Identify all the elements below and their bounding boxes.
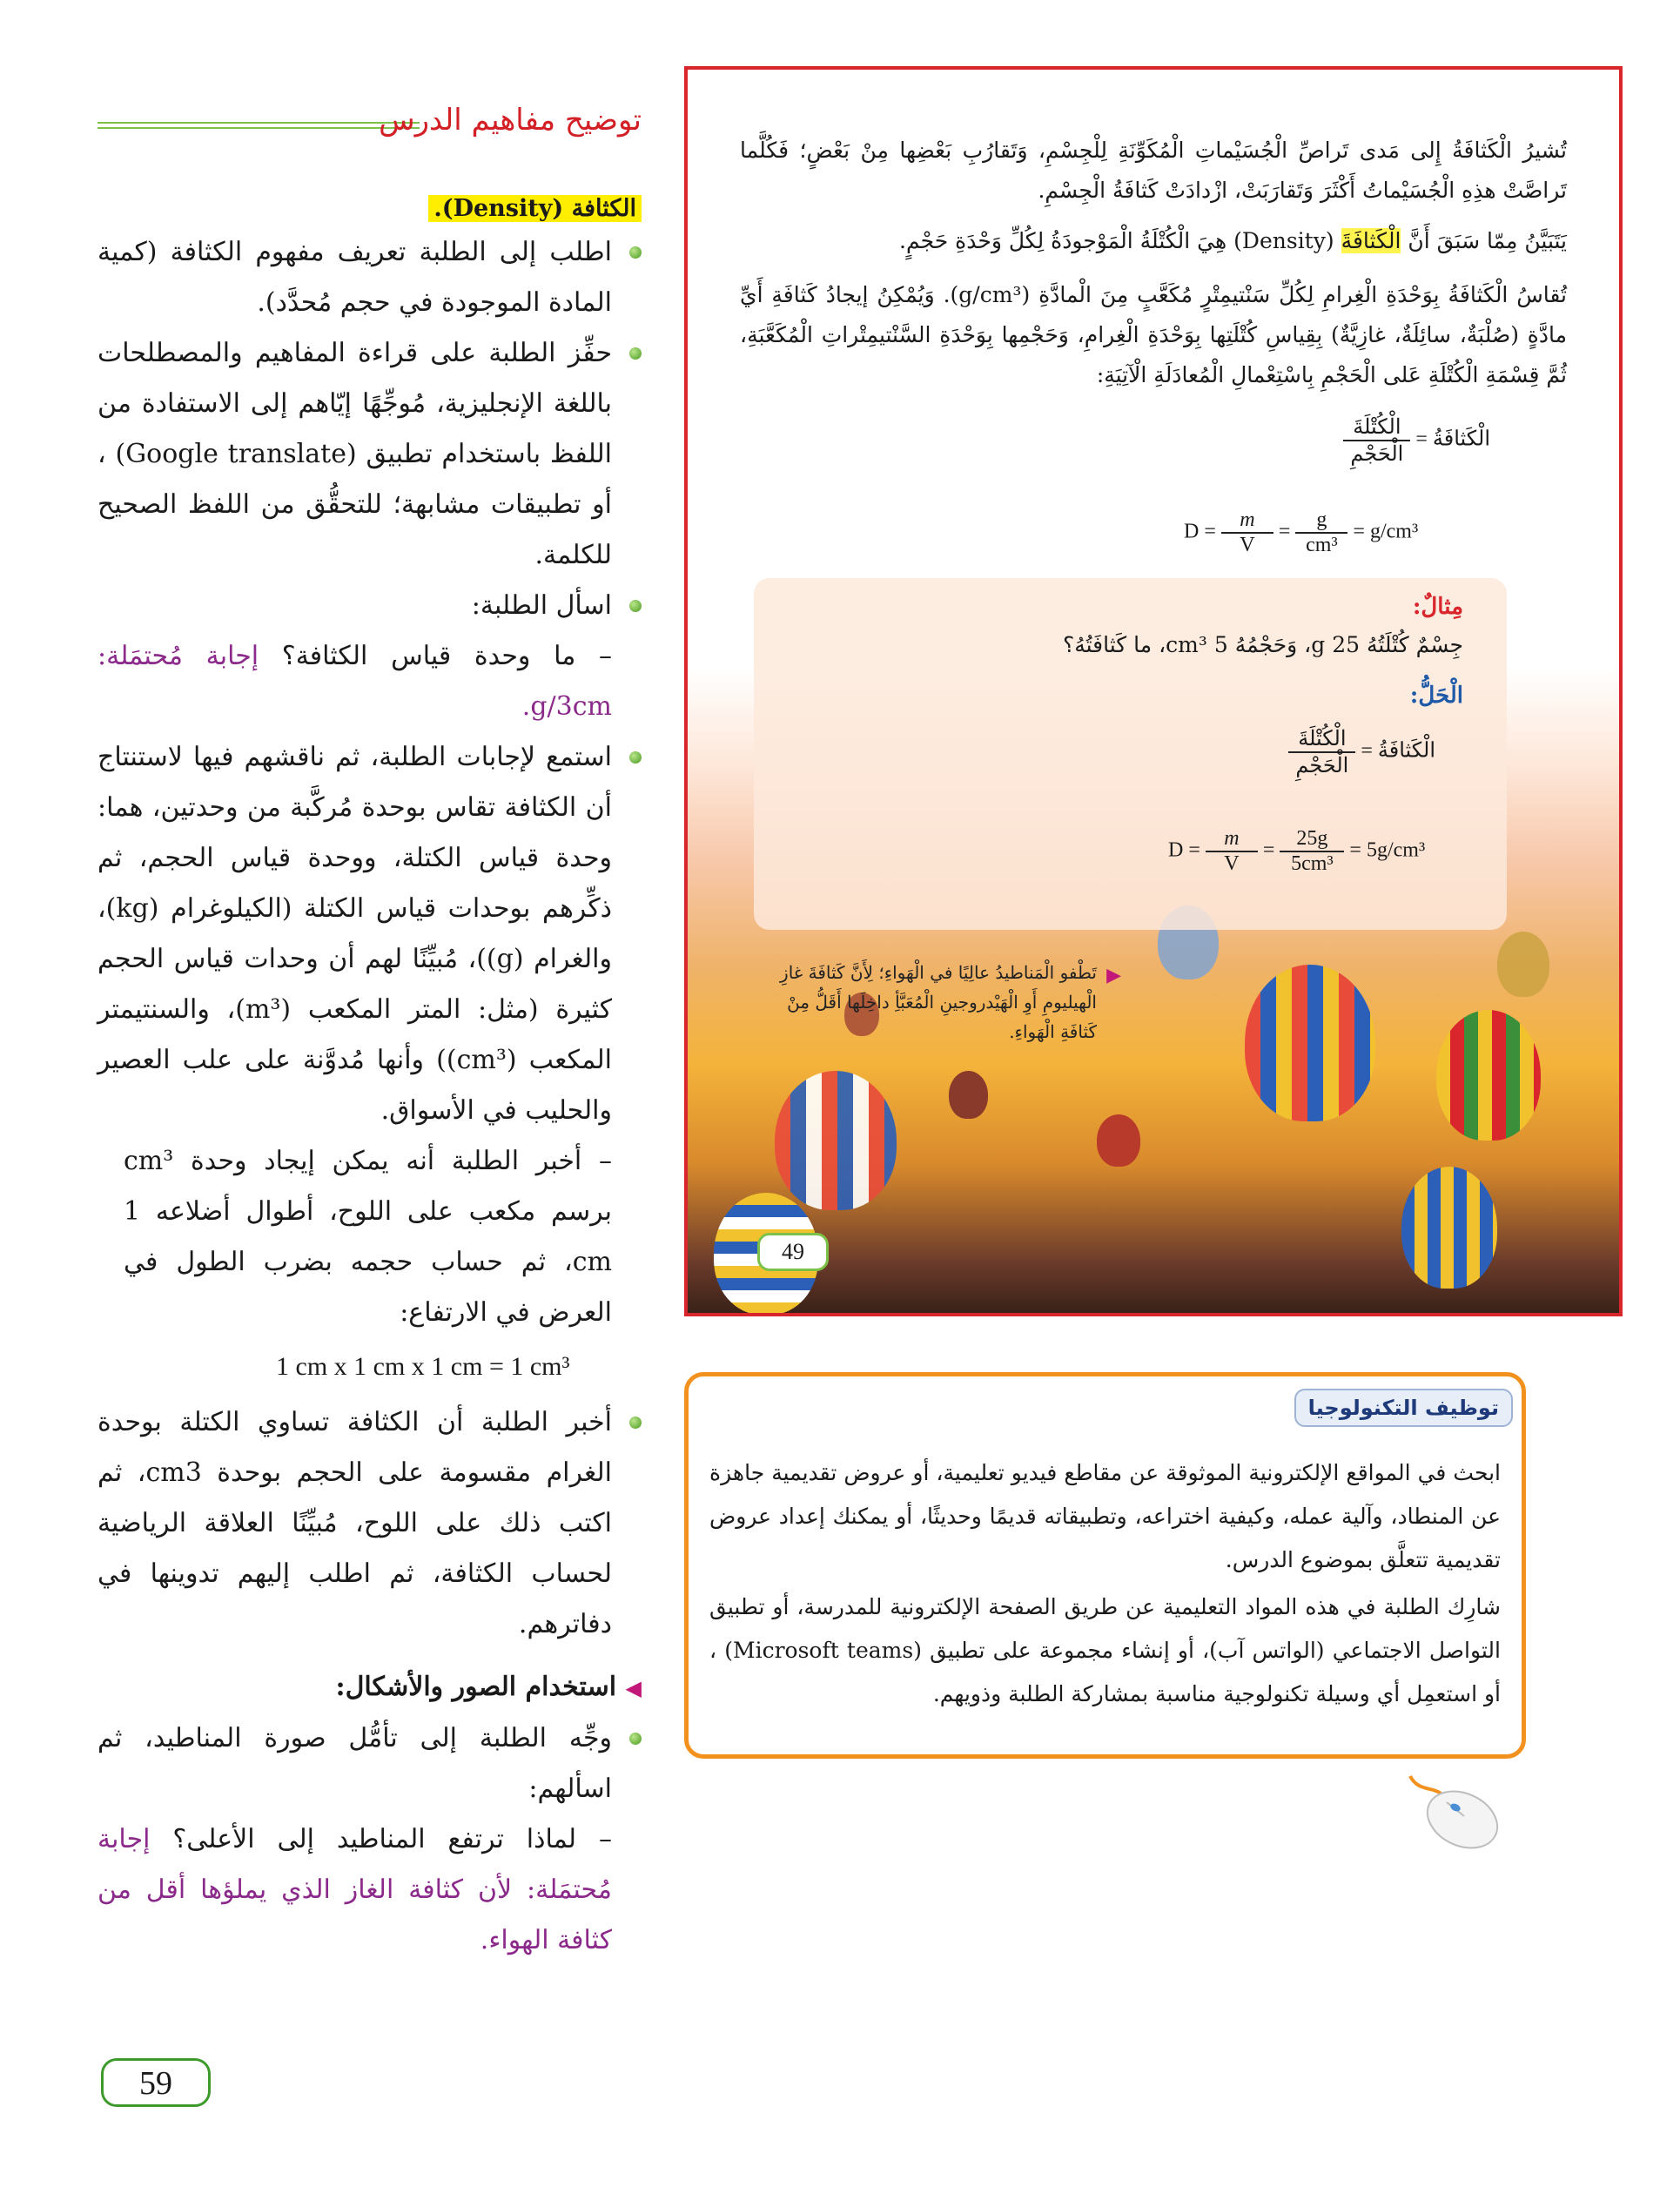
bullet-dot-icon — [629, 600, 642, 612]
caption-arrow-icon: ▶ — [1106, 965, 1121, 986]
images-heading-line — [97, 1662, 642, 1713]
caption-text: تَطْفو الْمَناطيدُ عالِيًا في الْهَواءِ؛ لِأَنَّ كَثافَةَ غازِ الْهيليومِ أَوِ الْهَيْدروجينِ الْمُعَبَّأِ داخِلَها أَقَلُّ مِنْ كَثافَةِ الْهَواءِ. — [780, 962, 1097, 1042]
formula-lhs: الْكَثافَةُ = — [1415, 427, 1490, 451]
technology-paragraph-1: ابحث في المواقع الإلكترونية الموثوقة عن مقاطع فيديو تعليمية، أو عروض تقديمية جاهزة عن المنطاد، وآلية عمله، وكيفية اختراعه، وتطبيقاته قديمًا وحديثًا، أو يمكنك إعداد عروض تقديمية تتعلَّق بموضوع الدرس. — [709, 1460, 1501, 1572]
fraction-denominator: الْحَجْمِ — [1295, 755, 1349, 777]
fraction-denominator: الْحَجْمِ — [1350, 443, 1404, 466]
formula-result: = g/cm³ — [1353, 520, 1419, 543]
bullet-text: وجِّه الطلبة إلى تأمُّل صورة المناطيد، ثم اسألهم: — [97, 1723, 612, 1804]
density-symbol-formula — [1184, 508, 1418, 557]
fraction-numerator: m — [1206, 827, 1258, 852]
section-header-rule — [97, 122, 420, 129]
question-text: – لماذا ترتفع المناطيد إلى الأعلى؟ — [172, 1824, 612, 1854]
bullet-dot-icon — [629, 751, 642, 764]
bullet-text: اسأل الطلبة: — [471, 590, 612, 621]
fraction-denominator: V — [1240, 534, 1255, 556]
fraction-denominator: cm³ — [1306, 534, 1338, 556]
fraction-numerator: 25g — [1280, 827, 1344, 852]
balloon-image — [1497, 932, 1549, 997]
bullet-item — [97, 227, 642, 328]
book-paragraph-3: تُقاسُ الْكَثافَةُ بِوَحْدَةِ الْغِرامِ لِكُلِّ سَنْتيمِتْرٍ مُكَعَّبٍ مِنَ الْمادَّةِ (g/cm³). وَيُمْكِنُ إيجادُ كَثافَةِ أَيِّ مادَّةٍ (صُلْبَةٌ، سائِلَةٌ، غازِيَّةٌ) بِقِياسِ كُتْلَتِها بِوَحْدَةِ الْغِرامِ، وَحَجْمِها بِوَحْدَةِ السَّنْتيمِتْراتِ الْمُكَعَّبَةِ، ثُمَّ قِسْمَةِ الْكُتْلَةِ عَلى الْحَجْمِ بِاسْتِعْمالِ الْمُعادَلَةِ الْآتِيَةِ: — [740, 282, 1568, 387]
book-paragraph-1: تُشيرُ الْكَثافَةُ إِلى مَدى تَراصِّ الْجُسَيْماتِ الْمُكَوِّنَةِ لِلْجِسْمِ، وَتَقارُبِ بَعْضِها مِنْ بَعْضٍ؛ فَكُلَّما تَراصَّتْ هذِهِ الْجُسَيْماتُ أَكْثَرَ وَتَقارَبَتْ، ازْدادَتْ كَثافَةُ الْجِسْمِ. — [740, 138, 1567, 203]
balloon-image — [1245, 965, 1375, 1121]
book-page-number: 49 — [757, 1233, 829, 1271]
volume-equation: 1 cm x 1 cm x 1 cm = 1 cm³ — [276, 1352, 570, 1381]
fraction-numerator: الْكُتْلَةَ — [1288, 726, 1355, 753]
formula-lhs: الْكَثافَةُ = — [1361, 739, 1435, 763]
solution-title: الْحَلُّ: — [1409, 683, 1463, 709]
formula-d: D = — [1168, 838, 1200, 862]
formula-fraction — [1206, 827, 1258, 876]
question-line — [97, 1814, 642, 1966]
solution-word-formula — [1288, 726, 1435, 778]
formula-fraction — [1280, 827, 1344, 876]
formula-fraction — [1221, 508, 1273, 557]
density-word-formula — [1343, 414, 1490, 467]
book-paragraph-2 — [740, 221, 1567, 261]
density-heading: الكثافة (Density). — [428, 195, 642, 222]
bullet-dot-icon — [629, 1417, 642, 1429]
question-text: – ما وحدة قياس الكثافة؟ — [281, 641, 612, 671]
definition-lead: يَتَبَيَّنُ مِمّا سَبَقَ أَنَّ — [1408, 228, 1567, 253]
fraction-numerator: g — [1295, 508, 1347, 534]
technology-box — [684, 1372, 1526, 1759]
bullet-item — [97, 581, 642, 631]
student-book-page — [684, 66, 1623, 1316]
answer-text: إجابة مُحتمَلة: لأن كثافة الغاز الذي يملؤها أقل من كثافة الهواء. — [97, 1824, 612, 1955]
bullet-text: أخبر الطلبة أن الكثافة تساوي الكتلة بوحدة الغرام مقسومة على الحجم بوحدة cm3، ثم اكتب ذلك على اللوح، مُبيِّنًا العلاقة الرياضية لحساب الكثافة، ثم اطلب إليهم تدوينها في دفاترهم. — [97, 1407, 612, 1639]
question-line — [97, 631, 642, 732]
fraction-denominator: 5cm³ — [1291, 852, 1334, 875]
example-text: جِسْمٌ كُتْلَتُهُ 25 g، وَحَجْمُهُ 5 cm³، ما كَثافَتُهُ؟ — [1062, 632, 1463, 657]
balloon-image — [1401, 1167, 1497, 1289]
solution-symbol-formula — [1168, 827, 1425, 876]
fraction-numerator: الْكُتْلَةَ — [1343, 414, 1410, 441]
section-title: توضيح مفاهيم الدرس — [379, 103, 642, 138]
page-number: 59 — [101, 2058, 211, 2107]
equals-sign: = — [1262, 838, 1275, 862]
bullet-text: حفِّز الطلبة على قراءة المفاهيم والمصطلحات باللغة الإنجليزية، مُوجِّهًا إيّاهم إلى الاستفادة من اللفظ باستخدام تطبيق (Google translate) ، أو تطبيقات مشابهة؛ للتحقُّق من اللفظ الصحيح للكلمة. — [97, 338, 612, 570]
teacher-column — [97, 195, 642, 1966]
balloon-image — [775, 1071, 897, 1210]
fraction-numerator: m — [1221, 508, 1273, 534]
formula-fraction — [1288, 726, 1355, 778]
bullet-item — [97, 328, 642, 581]
images-heading: استخدام الصور والأشكال: — [335, 1672, 617, 1702]
image-caption — [775, 958, 1121, 1047]
formula-result: = 5g/cm³ — [1349, 838, 1426, 862]
bullet-item — [97, 1397, 642, 1650]
triangle-arrow-icon: ◀ — [625, 1675, 642, 1700]
bullet-dot-icon — [629, 1733, 642, 1745]
answer-text: إجابة مُحتمَلة: g/3cm. — [97, 641, 612, 722]
fraction-denominator: V — [1224, 852, 1240, 875]
dash-item: – أخبر الطلبة أنه يمكن إيجاد وحدة cm³ برسم مكعب على اللوح، أطوال أضلاعه 1 cm، ثم حساب حجمه بضرب الطول في العرض في الارتفاع: — [124, 1146, 612, 1328]
equals-sign: = — [1278, 520, 1291, 543]
bullet-item — [97, 1713, 642, 1814]
formula-fraction — [1295, 508, 1347, 557]
bullet-dot-icon — [629, 246, 642, 259]
formula-fraction — [1343, 414, 1410, 467]
technology-tag: توظيف التكنولوجيا — [1294, 1389, 1513, 1427]
technology-paragraph-2: شارِك الطلبة في هذه المواد التعليمية عن طريق الصفحة الإلكترونية للمدرسة، أو تطبيق التواصل الاجتماعي (الواتس آب)، أو إنشاء مجموعة على تطبيق (Microsoft teams) ، أو استعمِل أي وسيلة تكنولوجية مناسبة بمشاركة الطلبة وذويهم. — [709, 1594, 1501, 1706]
balloon-image — [949, 1071, 988, 1119]
balloon-image — [1436, 1010, 1541, 1141]
bullet-dot-icon — [629, 347, 642, 360]
formula-d: D = — [1184, 520, 1216, 543]
balloon-image — [1097, 1114, 1140, 1167]
computer-mouse-icon — [1401, 1767, 1506, 1854]
section-header — [97, 103, 642, 138]
bullet-text: استمع لإجابات الطلبة، ثم ناقشهم فيها لاستنتاج أن الكثافة تقاس بوحدة مُركَّبة من وحدتين، هما: وحدة قياس الكتلة، ووحدة قياس الحجم، ثم ذكِّرهم بوحدات قياس الكتلة (الكيلوغرام (kg)، والغرام (g))، مُبيِّنًا لهم أن وحدات قياس الحجم كثيرة (مثل: المتر المكعب (m³)، والسنتيمتر المكعب (cm³)) وأنها مُدوَّنة على علب العصير والحليب في الأسواق. — [97, 742, 612, 1126]
bullet-item — [97, 732, 642, 1136]
density-term-highlight: الْكَثافَةَ — [1341, 228, 1401, 253]
definition-rest: (Density) هِيَ الْكُتْلَةُ الْمَوْجودَةُ لِكُلِّ وَحْدَةِ حَجْمٍ. — [899, 228, 1334, 253]
bullet-text: اطلب إلى الطلبة تعريف مفهوم الكثافة (كمية المادة الموجودة في حجم مُحدَّد). — [97, 237, 612, 318]
example-title: مِثالٌ: — [1412, 594, 1463, 620]
example-box — [754, 578, 1507, 930]
